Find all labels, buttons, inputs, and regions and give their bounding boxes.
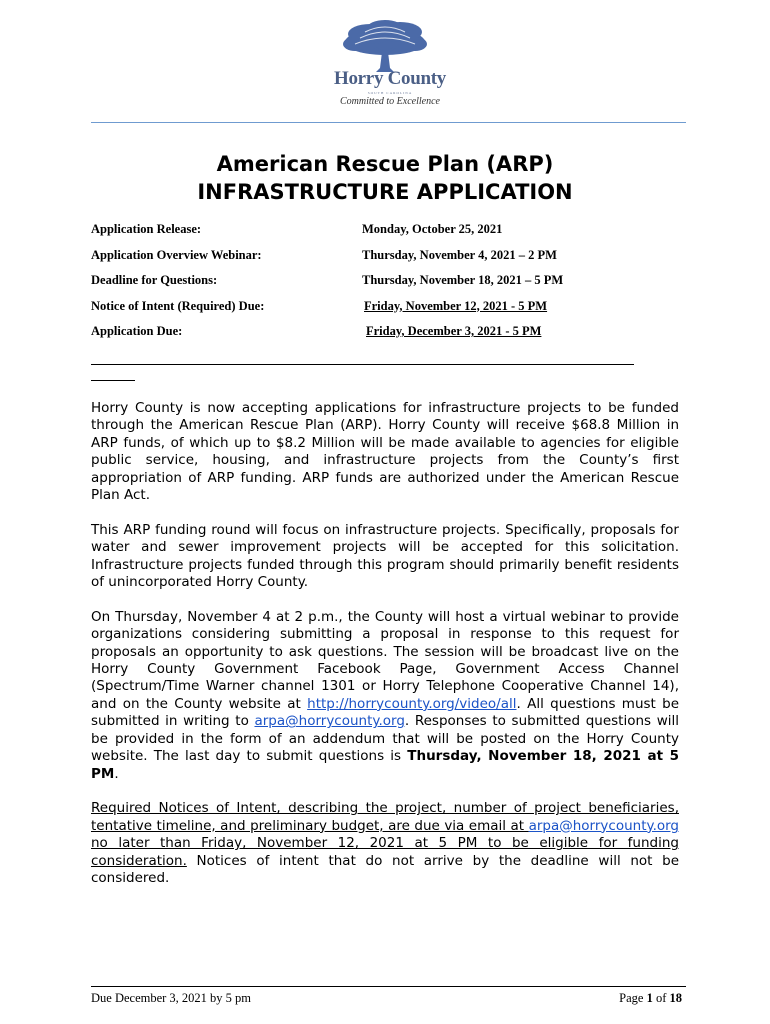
paragraph-focus: This ARP funding round will focus on infrastructure projects. Specifically, proposals for water and sewer improvement projects will be accepted for this solicitation. Infrastructure projects funded through this program should primarily benefit residents of unincorporated Horry County. xyxy=(91,521,679,591)
date-row xyxy=(91,222,691,248)
tree-icon xyxy=(300,18,470,73)
text-run: . Responses to submitted questions will be provided in the form of an addendum that will be posted on the Horry County website. The last day to submit questions is xyxy=(91,713,679,765)
date-label: Notice of Intent (Required) Due: xyxy=(91,298,265,313)
body-text xyxy=(91,400,679,905)
date-label: Application Due: xyxy=(91,324,183,338)
title-line-2: INFRASTRUCTURE APPLICATION xyxy=(197,180,573,204)
text-run: On Thursday, November 4 at 2 p.m., the County will host a virtual webinar to provide organizations considering submitting a proposal in response to this request for proposals an opportunity to ask questions. The session will be broadcast live on the Horry County Government Facebook Page, Government Access Channel (Spectrum/Time Warner channel 1301 or Horry Telephone Cooperative Channel 14), and on the County website at xyxy=(91,608,679,712)
date-value: Monday, October 25, 2021 xyxy=(362,222,503,236)
date-row xyxy=(91,273,691,299)
county-logo xyxy=(300,18,470,113)
page-prefix: Page xyxy=(619,991,647,1005)
footer-due-date: Due December 3, 2021 by 5 pm xyxy=(91,991,252,1005)
date-row xyxy=(91,324,691,350)
date-row xyxy=(91,248,691,274)
date-value: Friday, December 3, 2021 - 5 PM xyxy=(366,324,542,338)
logo-name: Horry County xyxy=(334,68,446,89)
date-value: Friday, November 12, 2021 - 5 PM xyxy=(364,298,548,313)
page-total: 18 xyxy=(669,991,682,1005)
document-title xyxy=(90,150,680,206)
text-run-underlined: Required Notices of Intent, describing the project, number of project beneficiaries, tentative timeline, and preliminary budget, are due via email at xyxy=(91,800,679,834)
text-run: Notices of intent that do not arrive by the deadline will not be considered. xyxy=(91,852,679,886)
page-mid: of xyxy=(652,991,670,1005)
date-label: Application Overview Webinar: xyxy=(91,247,262,262)
email-link[interactable]: arpa@horrycounty.org xyxy=(528,817,679,834)
paragraph-intro: Horry County is now accepting applications for infrastructure projects to be funded through the American Rescue Plan (ARP). Horry County will receive $68.8 Million in ARP funds, of which up to $8.2 Million will be made available to agencies for eligible public service, housing, and infrastructure projects from the County’s first appropriation of ARP funding. ARP funds are authorized under the American Rescue Plan Act. xyxy=(91,400,679,504)
logo-tagline: Committed to Excellence xyxy=(340,96,440,107)
section-divider xyxy=(91,364,634,365)
questions-deadline: Thursday, November 18, 2021 at 5 PM xyxy=(91,748,679,782)
email-link[interactable]: arpa@horrycounty.org xyxy=(254,713,405,730)
paragraph-webinar xyxy=(91,609,679,783)
text-run: . All questions must be submitted in writing to xyxy=(91,695,680,730)
header-divider xyxy=(91,122,686,123)
section-divider-short xyxy=(91,380,135,381)
title-line-1: American Rescue Plan (ARP) xyxy=(216,152,554,176)
page-number xyxy=(560,991,682,1006)
video-link[interactable]: http://horrycounty.org/video/all xyxy=(307,695,517,712)
date-value: Thursday, November 18, 2021 – 5 PM xyxy=(362,273,564,287)
key-dates-table xyxy=(91,222,691,350)
date-label: Application Release: xyxy=(91,222,202,236)
page-current: 1 xyxy=(646,991,653,1005)
text-run: . xyxy=(114,765,119,782)
date-label: Deadline for Questions: xyxy=(91,273,218,287)
date-value: Thursday, November 4, 2021 – 2 PM xyxy=(362,247,557,262)
text-run-underlined: no later than Friday, November 12, 2021 at 5 PM to be eligible for funding consideration. xyxy=(91,835,679,869)
date-row xyxy=(91,299,691,325)
paragraph-notice xyxy=(91,800,679,887)
logo-subtitle: SOUTH CAROLINA xyxy=(367,91,413,95)
footer-divider xyxy=(91,986,686,987)
